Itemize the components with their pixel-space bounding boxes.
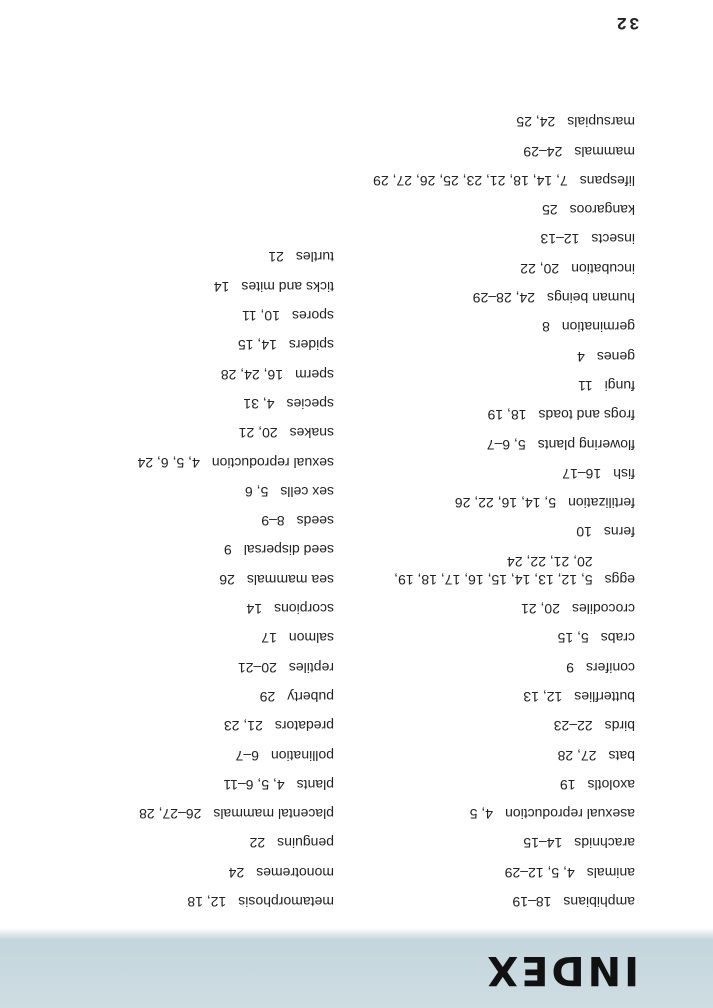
index-pages: 20, 22	[520, 260, 560, 277]
index-entry	[345, 717, 635, 735]
index-term: sea mammals	[246, 571, 334, 588]
index-pages: 22	[249, 835, 266, 852]
index-entry	[345, 805, 635, 823]
index-entry	[345, 747, 635, 765]
index-pages: 5, 6–7	[486, 436, 526, 453]
index-term: ferns	[603, 524, 635, 541]
index-pages: 14	[213, 278, 230, 295]
index-term: plants	[296, 776, 334, 793]
index-pages: 5, 6	[244, 483, 269, 500]
index-pages: 12, 18	[187, 894, 227, 910]
index-term: arachnids	[574, 835, 635, 852]
index-entry	[44, 864, 334, 882]
index-term: human beings	[547, 290, 635, 307]
index-pages: 19	[559, 776, 576, 793]
index-term: sexual reproduction	[211, 454, 334, 471]
index-term: fungi	[604, 377, 635, 394]
index-pages: 25	[542, 202, 558, 219]
index-entry	[44, 483, 334, 501]
index-term: insects	[591, 231, 635, 248]
index-entry	[44, 834, 334, 852]
index-term: crabs	[600, 630, 635, 647]
index-entry	[345, 834, 635, 852]
index-pages: 20–21	[237, 659, 277, 676]
index-term: crocodiles	[571, 601, 635, 618]
index-entry	[44, 336, 334, 354]
index-pages: 5, 12, 13, 14, 15, 16, 17, 18, 19, 20, 21, 22, 24	[394, 553, 593, 588]
index-entry	[44, 747, 334, 765]
index-term: lifespans	[579, 172, 635, 189]
index-column-1	[345, 102, 635, 911]
index-entry	[345, 289, 635, 307]
index-entry	[345, 776, 635, 794]
index-pages: 24, 25	[516, 114, 556, 131]
index-entry	[44, 805, 334, 823]
index-term: animals	[586, 864, 635, 881]
index-pages: 20, 21	[521, 601, 560, 618]
index-entry	[44, 600, 334, 618]
index-term: birds	[604, 718, 635, 735]
index-entry	[345, 230, 635, 248]
index-pages: 24, 28–29	[472, 290, 536, 307]
index-term: pollination	[270, 747, 334, 764]
index-term: snakes	[289, 425, 334, 442]
index-term: bats	[608, 747, 635, 764]
index-entry	[44, 278, 334, 296]
index-term: butterflies	[574, 688, 635, 705]
index-term: asexual reproduction	[505, 806, 635, 823]
index-term: scorpions	[274, 601, 334, 618]
index-term: mammals	[574, 143, 635, 160]
index-entry	[345, 260, 635, 278]
index-term: fish	[613, 465, 635, 482]
index-pages: 16, 24, 28	[220, 366, 284, 383]
index-term: seed dispersal	[243, 542, 334, 559]
index-term: reptiles	[288, 659, 334, 676]
page-number: 32	[614, 14, 639, 33]
index-term: eggs	[604, 571, 635, 588]
index-entry	[345, 406, 635, 424]
index-pages: 5, 14, 16, 22, 26	[454, 495, 557, 512]
index-term: sex cells	[280, 483, 334, 500]
index-entry	[345, 600, 635, 618]
index-entry	[345, 629, 635, 647]
index-entry	[345, 172, 635, 190]
index-column-2	[44, 237, 334, 911]
index-entry	[345, 377, 635, 395]
index-term: metamorphosis	[238, 894, 334, 910]
index-entry	[44, 424, 334, 442]
index-pages: 27, 28	[557, 747, 597, 764]
index-pages: 22–23	[553, 718, 593, 735]
index-term: penguins	[277, 835, 334, 852]
index-term: placental mammals	[213, 806, 334, 823]
index-entry	[345, 893, 635, 911]
index-pages: 11	[578, 377, 593, 394]
index-pages: 21, 23	[223, 718, 263, 735]
index-term: seeds	[296, 513, 334, 530]
index-pages: 12, 13	[523, 688, 563, 705]
index-term: amphibians	[563, 894, 635, 910]
index-pages: 16–17	[562, 465, 602, 482]
index-term: genes	[596, 348, 635, 365]
index-term: ticks and mites	[241, 278, 334, 295]
index-pages: 24–29	[523, 143, 563, 160]
index-term: kangaroos	[569, 202, 635, 219]
index-term: conifers	[585, 659, 635, 676]
index-entry	[345, 494, 635, 512]
index-entry	[345, 688, 635, 706]
index-entry	[44, 893, 334, 911]
index-term: species	[286, 395, 334, 412]
index-term: turtles	[295, 249, 334, 266]
index-pages: 26–27, 28	[139, 806, 202, 823]
index-entry	[345, 348, 635, 366]
index-entry	[345, 113, 635, 131]
index-pages: 4	[577, 348, 585, 365]
index-term: puberty	[287, 688, 334, 705]
index-pages: 18–19	[512, 894, 552, 910]
index-pages: 5, 15	[557, 630, 589, 647]
index-pages: 4, 5, 12–29	[504, 864, 575, 881]
index-pages: 21	[268, 249, 284, 266]
index-pages: 26	[219, 571, 235, 588]
index-entry	[44, 629, 334, 647]
index-pages: 4, 5	[469, 806, 494, 823]
index-pages: 10, 11	[242, 308, 280, 325]
index-term: spiders	[288, 337, 334, 354]
index-entry	[44, 776, 334, 794]
index-term: frogs and toads	[538, 407, 635, 424]
index-pages: 8	[542, 319, 550, 336]
page-title: INDEX	[484, 947, 639, 993]
index-pages: 14	[246, 601, 263, 618]
index-entry	[345, 143, 635, 161]
index-entry	[44, 541, 334, 559]
index-entry	[345, 523, 635, 541]
index-pages: 14–15	[523, 835, 563, 852]
index-term: germination	[561, 319, 635, 336]
index-pages: 29	[259, 688, 276, 705]
index-pages: 4, 5, 6–11	[223, 776, 285, 793]
index-term: marsupials	[567, 114, 635, 131]
index-entry	[345, 465, 635, 483]
index-term: sperm	[295, 366, 334, 383]
index-pages: 18, 19	[487, 407, 527, 424]
index-term: salmon	[288, 630, 334, 647]
index-pages: 7, 14, 18, 21, 23, 25, 26, 27, 29	[373, 172, 568, 189]
index-entry	[44, 366, 334, 384]
index-entry	[44, 248, 334, 266]
index-entry	[44, 659, 334, 677]
index-entry	[345, 318, 635, 336]
index-pages: 12–13	[540, 231, 580, 248]
index-term: fertilization	[568, 495, 635, 512]
index-pages: 14, 15	[237, 337, 277, 354]
index-entry	[345, 436, 635, 454]
index-entry	[44, 717, 334, 735]
index-entry	[345, 201, 635, 219]
index-entry	[44, 454, 334, 472]
index-entry	[44, 688, 334, 706]
index-entry	[345, 553, 635, 589]
index-term: flowering plants	[537, 436, 635, 453]
index-pages: 4, 5, 6, 24	[137, 454, 200, 471]
index-pages: 20, 21	[238, 425, 278, 442]
index-entry	[44, 512, 334, 530]
index-entry	[345, 659, 635, 677]
index-term: spores	[291, 308, 334, 325]
index-term: axolotls	[587, 776, 635, 793]
index-pages: 9	[566, 659, 574, 676]
index-term: incubation	[571, 260, 635, 277]
index-pages: 8–9	[261, 513, 285, 530]
index-pages: 9	[223, 542, 232, 559]
index-term: monotremes	[256, 864, 334, 881]
index-pages: 24	[228, 864, 245, 881]
index-entry	[44, 395, 334, 413]
index-pages: 10	[576, 524, 592, 541]
index-term: predators	[274, 718, 334, 735]
index-pages: 4, 31	[243, 395, 275, 412]
index-pages: 17	[261, 630, 277, 647]
index-pages: 6–7	[235, 747, 259, 764]
index-entry	[44, 307, 334, 325]
index-entry	[345, 864, 635, 882]
index-entry	[44, 571, 334, 589]
